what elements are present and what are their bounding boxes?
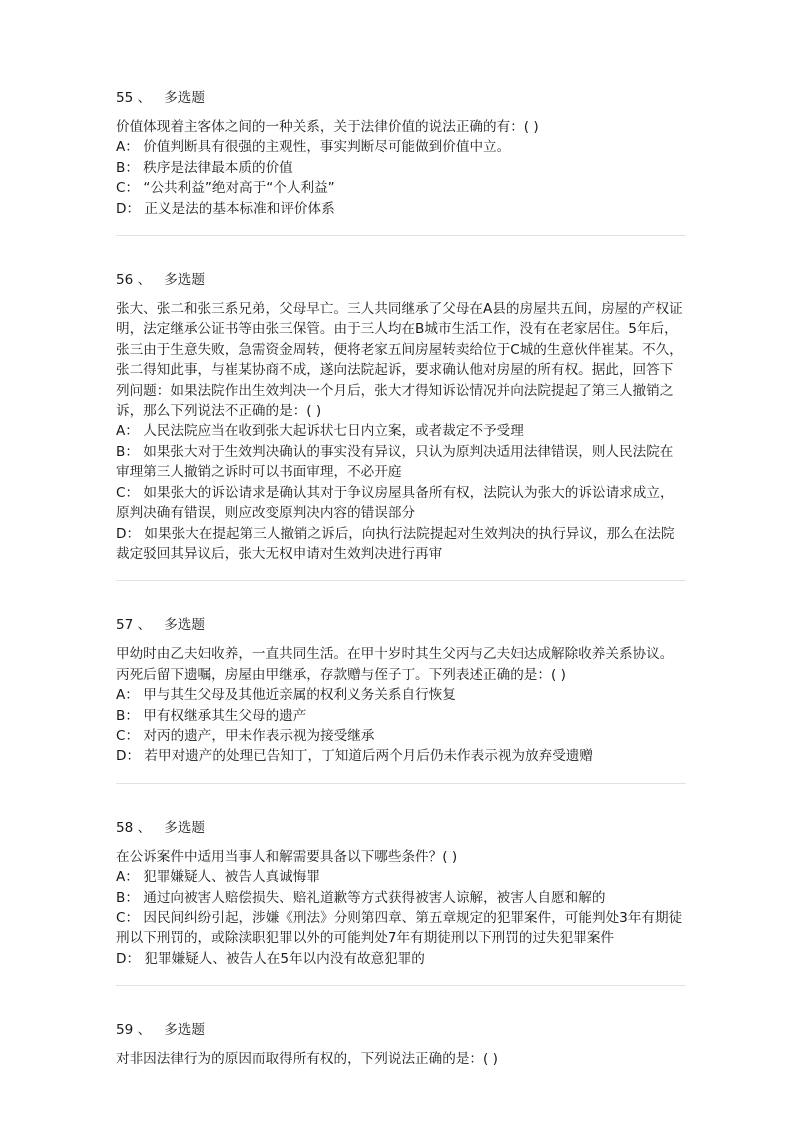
question-59 (116, 986, 686, 1069)
question-type: 多选题 (164, 617, 205, 634)
option-d: D： 正义是法的基本标准和评价体系 (116, 200, 335, 217)
question-separator: 、 (137, 272, 152, 289)
option-a: A： 人民法院应当在收到张大起诉状七日内立案，或者裁定不予受理 (116, 423, 524, 440)
question-stem: 张大、张二和张三系兄弟，父母早亡。三人共同继承了父母在A县的房屋共五间，房屋的产权证明，法定继承公证书等由张三保管。由于三人均在B城市生活工作，没有在老家居住。5年后，张三由于生意失败，急需资金周转，便将老家五间房屋转卖给位于C城的生意伙伴崔某。不久，张二得知此事，与崔某协商不成，遂向法院起诉，要求确认他对房屋的所有权。据此，回答下列问题：如果法院作出生效判决一个月后，张大才得知诉讼情况并向法院提起了第三人撤销之诉，那么下列说法不正确的是：( ) (116, 301, 683, 420)
question-header (116, 615, 686, 635)
question-type: 多选题 (164, 272, 205, 289)
option-a: A： 价值判断具有很强的主观性，事实判断尽可能做到价值中立。 (116, 139, 511, 156)
option-d: D： 若甲对遗产的处理已告知丁，丁知道后两个月后仍未作表示视为放弃受遗赠 (116, 748, 593, 765)
question-number: 56 (116, 272, 134, 289)
question-separator: 、 (137, 1022, 152, 1039)
option-b: B： 如果张大对于生效判决确认的事实没有异议，只认为原判决适用法律错误，则人民法院在审理第三人撤销之诉时可以书面审理，不必开庭 (116, 443, 674, 481)
option-d: D： 如果张大在提起第三人撤销之诉后，向执行法院提起对生效判决的执行异议，那么在法院裁定驳回其异议后，张大无权申请对生效判决进行再审 (116, 525, 675, 562)
option-c: C： 如果张大的诉讼请求是确认其对于争议房屋具备所有权，法院认为张大的诉讼请求成立，原判决确有错误，则应改变原判决内容的错误部分 (116, 484, 674, 522)
option-d: D： 犯罪嫌疑人、被告人在5年以内没有故意犯罪的 (116, 950, 425, 967)
question-stem: 价值体现着主客体之间的一种关系，关于法律价值的说法正确的有：( ) (116, 119, 539, 135)
option-c: C： “公共利益”绝对高于“个人利益” (116, 180, 335, 197)
question-stem: 在公诉案件中适用当事人和解需要具备以下哪些条件？( ) (116, 848, 458, 865)
question-stem: 对非因法律行为的原因而取得所有权的，下列说法正确的是：( ) (116, 1051, 498, 1068)
question-header (116, 88, 686, 108)
option-b: B： 甲有权继承其生父母的遗产 (116, 707, 307, 724)
question-header (116, 818, 686, 838)
question-number: 57 (116, 617, 134, 634)
question-57 (116, 581, 686, 766)
question-number: 55 (116, 90, 134, 106)
question-separator: 、 (137, 819, 152, 836)
question-number: 59 (116, 1022, 134, 1039)
question-56 (116, 236, 686, 564)
option-b: B： 通过向被害人赔偿损失、赔礼道歉等方式获得被害人谅解，被害人自愿和解的 (116, 889, 606, 906)
option-c: C： 对丙的遗产，甲未作表示视为接受继承 (116, 727, 375, 744)
option-a: A： 甲与其生父母及其他近亲属的权利义务关系自行恢复 (116, 687, 456, 704)
question-stem: 甲幼时由乙夫妇收养，一直共同生活。在甲十岁时其生父丙与乙夫妇达成解除收养关系协议。丙死后留下遗嘱，房屋由甲继承，存款赠与侄子丁。下列表述正确的是：( ) (116, 646, 674, 683)
option-c: C： 因民间纠纷引起，涉嫌《刑法》分则第四章、第五章规定的犯罪案件，可能判处3年有期徒刑以下刑罚的，或除渎职犯罪以外的可能判处7年有期徒刑以下刑罚的过失犯罪案件 (116, 909, 683, 947)
document-page (116, 0, 686, 1070)
question-number: 58 (116, 819, 134, 836)
question-header (116, 1020, 686, 1040)
question-separator: 、 (137, 617, 152, 634)
question-58 (116, 784, 686, 969)
question-type: 多选题 (164, 819, 205, 836)
option-a: A： 犯罪嫌疑人、被告人真诚悔罪 (116, 869, 320, 886)
option-b: B： 秩序是法律最本质的价值 (116, 159, 293, 176)
question-55 (116, 0, 686, 219)
question-type: 多选题 (164, 90, 205, 106)
question-separator: 、 (137, 90, 152, 106)
question-type: 多选题 (164, 1022, 205, 1039)
question-header (116, 270, 686, 290)
